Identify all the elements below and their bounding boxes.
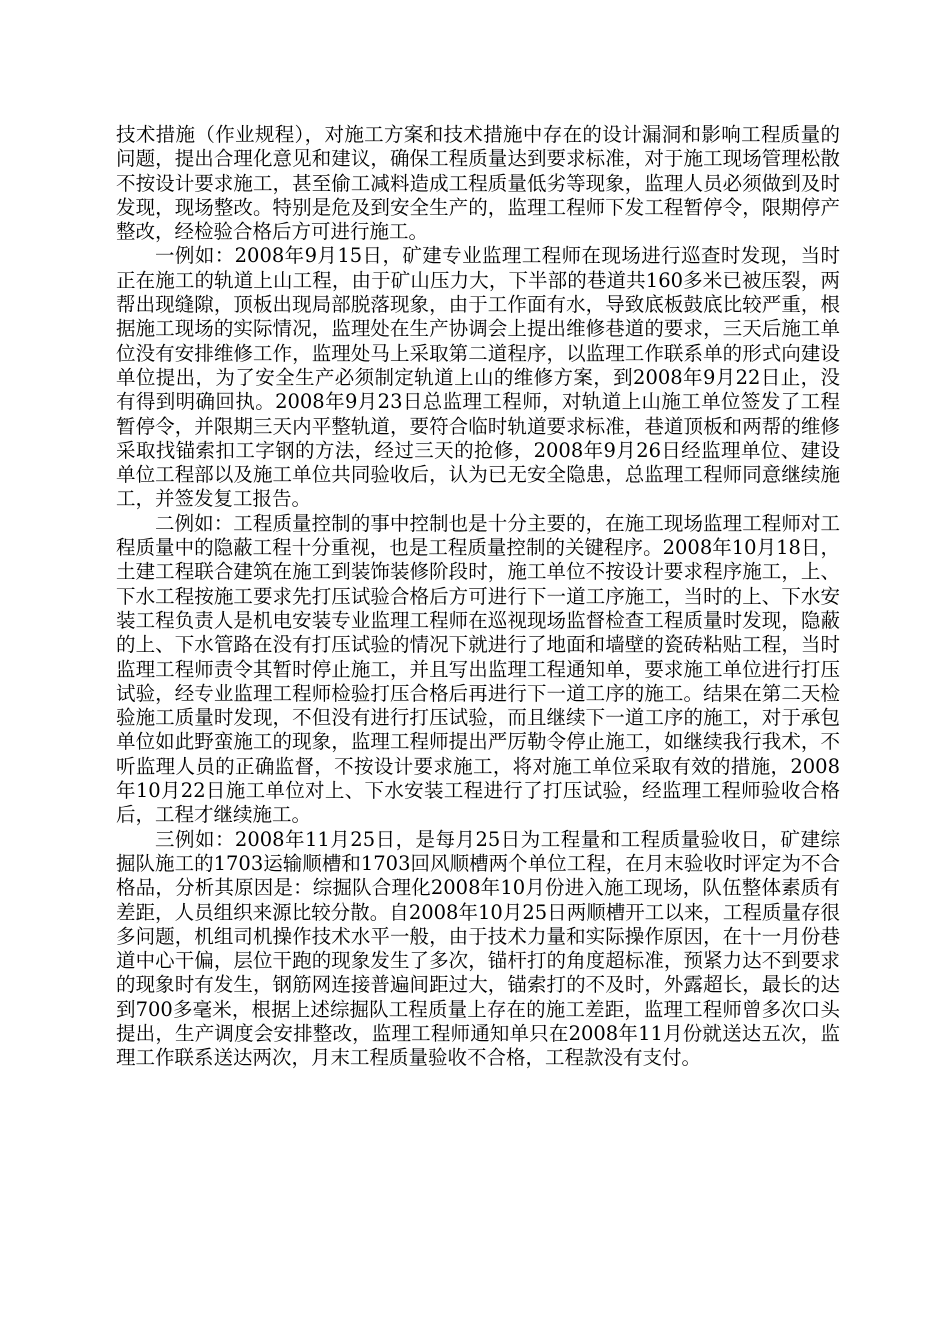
paragraph-example-two: 二例如：工程质量控制的事中控制也是十分主要的，在施工现场监理工程师对工程质量中的隐蔽工程十分重视，也是工程质量控制的关键程序。2008年10月18日，土建工程联合建筑在施工到装饰装修阶段时，施工单位不按设计要求程序施工，上、下水工程按施工要求先打压试验合格后方可进行下一道工序施工，当时的上、下水安装工程负责人是机电安装专业监理工程师在巡视现场监督检查工程质量时发现，隐蔽的上、下水管路在没有打压试验的情况下就进行了地面和墙壁的瓷砖粘贴工程，当时监理工程师责令其暂时停止施工，并且写出监理工程通知单，要求施工单位进行打压试验，经专业监理工程师检验打压合格后再进行下一道工序的施工。结果在第二天检验施工质量时发现，不但没有进行打压试验，而且继续下一道工序的施工，对于承包单位如此野蛮施工的现象，监理工程师提出严厉勒令停止施工，如继续我行我术，不听监理人员的正确监督，不按设计要求施工，将对施工单位采取有效的措施，2008年10月22日施工单位对上、下水安装工程进行了打压试验，经监理工程师验收合格后，工程才继续施工。 — [116, 511, 840, 827]
paragraph-intro: 技术措施（作业规程），对施工方案和技术措施中存在的设计漏洞和影响工程质量的问题，提出合理化意见和建议，确保工程质量达到要求标准，对于施工现场管理松散不按设计要求施工，甚至偷工减料造成工程质量低劣等现象，监理人员必须做到及时发现，现场整改。特别是危及到安全生产的，监理工程师下发工程暂停令，限期停产整改，经检验合格后方可进行施工。 — [116, 123, 840, 244]
paragraph-example-one: 一例如：2008年9月15日，矿建专业监理工程师在现场进行巡查时发现，当时正在施工的轨道上山工程，由于矿山压力大，下半部的巷道共160多米已被压裂，两帮出现缝隙，顶板出现局部脱落现象，由于工作面有水，导致底板鼓底比较严重，根据施工现场的实际情况，监理处在生产协调会上提出维修巷道的要求，三天后施工单位没有安排维修工作，监理处马上采取第二道程序，以监理工作联系单的形式向建设单位提出，为了安全生产必须制定轨道上山的维修方案，到2008年9月22日止，没有得到明确回执。2008年9月23日总监理工程师，对轨道上山施工单位签发了工程暂停令，并限期三天内平整轨道，要符合临时轨道要求标准，巷道顶板和两帮的维修采取找锚索扣工字钢的方法，经过三天的抢修，2008年9月26日经监理单位、建设单位工程部以及施工单位共同验收后，认为已无安全隐患，总监理工程师同意继续施工，并签发复工报告。 — [116, 244, 840, 511]
document-body — [116, 123, 840, 1071]
paragraph-example-three: 三例如：2008年11月25日，是每月25日为工程量和工程质量验收日，矿建综掘队施工的1703运输顺槽和1703回风顺槽两个单位工程，在月末验收时评定为不合格品，分析其原因是：综掘队合理化2008年10月份进入施工现场，队伍整体素质有差距，人员组织来源比较分散。自2008年10月25日两顺槽开工以来，工程质量存很多问题，机组司机操作技术水平一般，由于技术力量和实际操作原因，在十一月份巷道中心干偏，层位干跑的现象发生了多次，锚杆打的角度超标准，预紧力达不到要求的现象时有发生，钢筋网连接普遍间距过大，锚索打的不及时，外露超长，最长的达到700多毫米，根据上述综掘队工程质量上存在的施工差距，监理工程师曾多次口头提出，生产调度会安排整改，监理工程师通知单只在2008年11月份就送达五次，监理工作联系送达两次，月末工程质量验收不合格，工程款没有支付。 — [116, 827, 840, 1070]
